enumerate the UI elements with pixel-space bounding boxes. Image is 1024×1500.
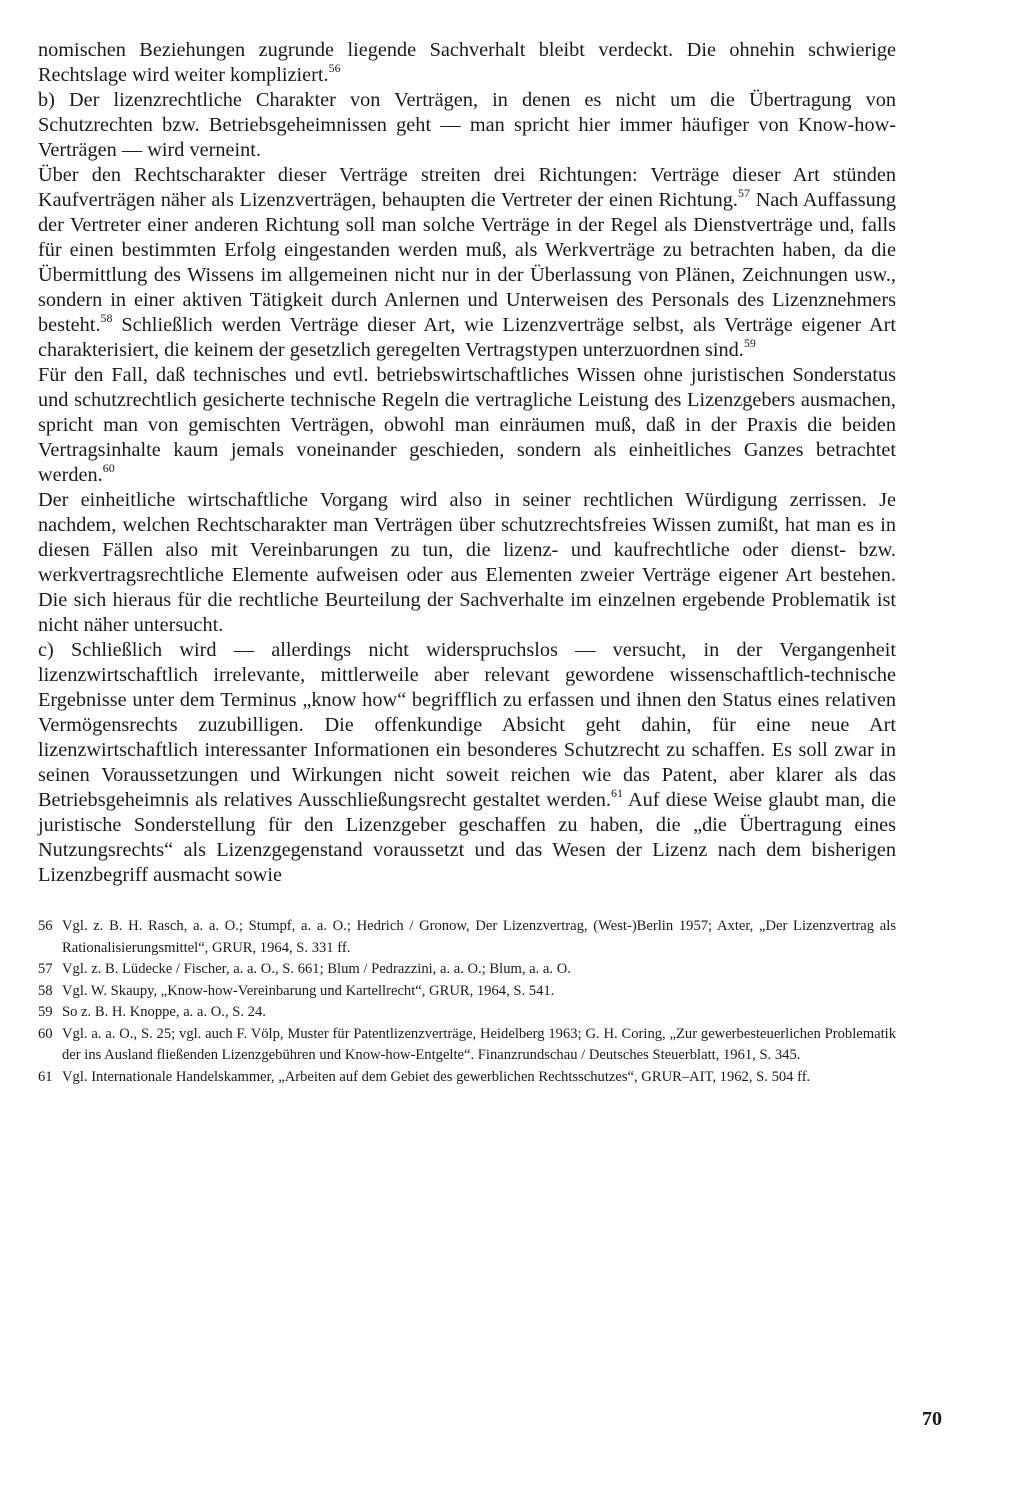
footnote-ref: 61 xyxy=(611,786,624,801)
footnote-number: 58 xyxy=(38,982,53,999)
footnote-text: So z. B. H. Knoppe, a. a. O., S. 24. xyxy=(62,1004,266,1020)
footnotes xyxy=(38,916,896,1088)
footnote xyxy=(38,916,896,959)
paragraph xyxy=(38,163,896,363)
page-body xyxy=(38,38,896,1088)
paragraph-text: Schließlich werden Verträge dieser Art, wie Lizenzverträge selbst, als Verträge eigener Art charakterisiert, die keinem der gesetzlich geregelten Vertragstypen unterzuordnen sind. xyxy=(38,314,896,361)
footnote-number: 57 xyxy=(38,961,53,977)
footnote-ref: 60 xyxy=(102,461,115,476)
footnote-ref: 56 xyxy=(328,61,341,76)
paragraph xyxy=(38,488,896,638)
footnote-number: 56 xyxy=(38,918,53,934)
paragraph xyxy=(38,38,896,88)
footnote xyxy=(38,1002,896,1024)
paragraph xyxy=(38,363,896,488)
footnote-text: Vgl. z. B. Lüdecke / Fischer, a. a. O., S. 661; Blum / Pedrazzini, a. a. O.; Blum, a. a. O. xyxy=(62,961,571,977)
footnote xyxy=(38,1067,896,1089)
paragraph-text: Auf diese Weise glaubt man, die juristische Sonderstellung für den Lizenzgeber geschaffen zu haben, die „die Übertragung eines Nutzungsrechts“ als Lizenzgegenstand voraussetzt und das Wesen der Lizenz nach dem bisherigen Lizenzbegriff ausmacht sowie xyxy=(38,789,897,886)
paragraph xyxy=(38,88,896,163)
footnote-ref: 57 xyxy=(737,186,750,201)
paragraph-text: nomischen Beziehungen zugrunde liegende Sachverhalt bleibt verdeckt. Die ohnehin schwierige Rechtslage wird weiter kompliziert. xyxy=(38,39,896,86)
page-number: 70 xyxy=(922,1408,942,1430)
footnote xyxy=(38,981,896,1003)
footnote xyxy=(38,959,896,981)
paragraph-text: Nach Auffassung der Vertreter einer anderen Richtung soll man solche Verträge in der Regel als Dienstverträge und, falls für einen bestimmten Erfolg eingestanden werden muß, als Werkverträge zu betrachten haben, da die Übermittlung des Wissens im allgemeinen nicht nur in der Überlassung von Plänen, Zeichnungen usw., sondern in einer aktiven Tätigkeit durch Anlernen und Unterweisen des Personals des Lizenznehmers besteht. xyxy=(38,189,897,336)
footnote-number: 59 xyxy=(38,1004,53,1020)
footnote-text: Vgl. a. a. O., S. 25; vgl. auch F. Völp, Muster für Patentlizenzverträge, Heidelberg 1963; G. H. Coring, „Zur gewerbesteuerlichen Problematik der ins Ausland fließenden Lizenzgebühren und Know-how-Entgelte“. Finanzrundschau / Deutsches Steuerblatt, 1961, S. 345. xyxy=(62,1025,896,1063)
footnote xyxy=(38,1024,896,1067)
paragraph-text: b) Der lizenzrechtliche Charakter von Verträgen, in denen es nicht um die Übertragung von Schutzrechten bzw. Betriebsgeheimnissen geht — man spricht hier immer häufiger von Know-how-Verträgen — wird verneint. xyxy=(38,89,896,161)
footnote-ref: 58 xyxy=(100,311,113,326)
paragraph-text: Über den Rechtscharakter dieser Verträge streiten drei Richtungen: Verträge dieser Art stünden Kaufverträgen näher als Lizenzverträgen, behaupten die Vertreter der einen Richtung. xyxy=(38,164,896,211)
footnote-text: Vgl. Internationale Handelskammer, „Arbeiten auf dem Gebiet des gewerblichen Rechtsschutzes“, GRUR–AIT, 1962, S. 504 ff. xyxy=(62,1068,811,1085)
paragraph-text: Für den Fall, daß technisches und evtl. betriebswirtschaftliches Wissen ohne juristischen Sonderstatus und schutzrechtlich gesicherte technische Regeln die vertragliche Leistung des Lizenzgebers ausmachen, spricht man von gemischten Verträgen, obwohl man einräumen muß, daß in der Praxis die beiden Vertragsinhalte kaum jemals voneinander geschieden, sondern als einheitliches Ganzes betrachtet werden. xyxy=(38,364,896,486)
paragraph-text: c) Schließlich wird — allerdings nicht widerspruchslos — versucht, in der Vergangenheit lizenzwirtschaftlich irrelevante, mittlerweile aber relevant gewordene wissenschaftlich-technische Ergebnisse unter dem Terminus „know how“ begrifflich zu erfassen und ihnen den Status eines relativen Vermögensrechts zuzubilligen. Die offenkundige Absicht geht dahin, für eine neue Art lizenzwirtschaftlich interessanter Informationen ein besonderes Schutzrecht zu schaffen. Es soll zwar in seinen Voraussetzungen und Wirkungen nicht soweit reichen wie das Patent, aber klarer als das Betriebsgeheimnis als relatives Ausschließungsrecht gestaltet werden. xyxy=(38,639,896,811)
footnote-number: 60 xyxy=(38,1025,53,1042)
footnote-ref: 59 xyxy=(743,336,756,351)
footnote-text: Vgl. W. Skaupy, „Know-how-Vereinbarung und Kartellrecht“, GRUR, 1964, S. 541. xyxy=(62,982,555,999)
paragraph xyxy=(38,638,896,888)
footnote-number: 61 xyxy=(38,1068,53,1085)
paragraph-text: Der einheitliche wirtschaftliche Vorgang wird also in seiner rechtlichen Würdigung zerrissen. Je nachdem, welchen Rechtscharakter man Verträgen über schutzrechtsfreies Wissen zumißt, hat man es in diesen Fällen also mit Vereinbarungen zu tun, die lizenz- und kaufrechtliche oder dienst- bzw. werkvertragsrechtliche Elemente aufweisen oder aus Elementen zweier Verträge eigener Art bestehen. Die sich hieraus für die rechtliche Beurteilung der Sachverhalte im einzelnen ergebende Problematik ist nicht näher untersucht. xyxy=(38,489,896,636)
footnote-text: Vgl. z. B. H. Rasch, a. a. O.; Stumpf, a. a. O.; Hedrich / Gronow, Der Lizenzvertrag, (West-)Berlin 1957; Axter, „Der Lizenzvertrag als Rationalisierungsmittel“, GRUR, 1964, S. 331 ff. xyxy=(62,918,896,956)
